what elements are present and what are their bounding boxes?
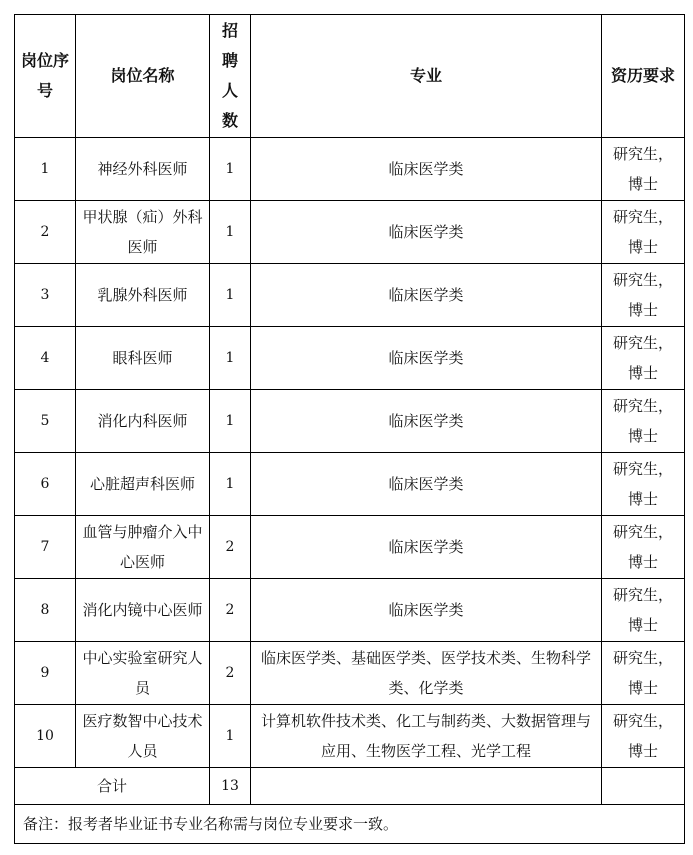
- header-count: [210, 15, 251, 138]
- cell-name: 中心实验室研究人员: [76, 642, 210, 705]
- table-row: [15, 516, 685, 579]
- header-count-char: 聘: [221, 51, 238, 70]
- cell-seq: 2: [15, 201, 76, 264]
- cell-count: 2: [210, 516, 251, 579]
- cell-major: 临床医学类、基础医学类、医学技术类、生物科学类、化学类: [251, 642, 602, 705]
- cell-seq: 10: [15, 705, 76, 768]
- cell-count: 1: [210, 705, 251, 768]
- cell-name: 消化内镜中心医师: [76, 579, 210, 642]
- cell-count: 1: [210, 453, 251, 516]
- cell-major: 临床医学类: [251, 201, 602, 264]
- table-row: [15, 327, 685, 390]
- header-name: 岗位名称: [76, 15, 210, 138]
- header-major: 专业: [251, 15, 602, 138]
- table-row: [15, 579, 685, 642]
- cell-name: 眼科医师: [76, 327, 210, 390]
- total-empty-major: [251, 768, 602, 805]
- cell-name: 神经外科医师: [76, 138, 210, 201]
- cell-count: 1: [210, 201, 251, 264]
- cell-name: 乳腺外科医师: [76, 264, 210, 327]
- cell-name: 医疗数智中心技术人员: [76, 705, 210, 768]
- cell-count: 1: [210, 390, 251, 453]
- cell-seq: 7: [15, 516, 76, 579]
- cell-seq: 8: [15, 579, 76, 642]
- cell-major: 临床医学类: [251, 390, 602, 453]
- cell-edu: 研究生，博士: [602, 516, 685, 579]
- table-row: [15, 453, 685, 516]
- table-row: [15, 390, 685, 453]
- total-row: [15, 768, 685, 805]
- cell-count: 2: [210, 579, 251, 642]
- cell-major: 计算机软件技术类、化工与制药类、大数据管理与应用、生物医学工程、光学工程: [251, 705, 602, 768]
- cell-name: 血管与肿瘤介入中心医师: [76, 516, 210, 579]
- cell-major: 临床医学类: [251, 516, 602, 579]
- cell-edu: 研究生，博士: [602, 390, 685, 453]
- cell-major: 临床医学类: [251, 579, 602, 642]
- total-empty-edu: [602, 768, 685, 805]
- header-count-char: 招: [221, 21, 238, 40]
- cell-seq: 5: [15, 390, 76, 453]
- cell-edu: 研究生，博士: [602, 327, 685, 390]
- cell-name: 消化内科医师: [76, 390, 210, 453]
- cell-name: 甲状腺（疝）外科医师: [76, 201, 210, 264]
- cell-name: 心脏超声科医师: [76, 453, 210, 516]
- cell-seq: 9: [15, 642, 76, 705]
- cell-edu: 研究生，博士: [602, 642, 685, 705]
- header-seq: 岗位序号: [15, 15, 76, 138]
- cell-seq: 4: [15, 327, 76, 390]
- note-text: 备注：报考者毕业证书专业名称需与岗位专业要求一致。: [15, 805, 685, 844]
- cell-major: 临床医学类: [251, 453, 602, 516]
- table-row: [15, 138, 685, 201]
- cell-edu: 研究生，博士: [602, 579, 685, 642]
- cell-edu: 研究生，博士: [602, 138, 685, 201]
- total-label: 合计: [15, 768, 210, 805]
- table-row: [15, 642, 685, 705]
- note-row: [15, 805, 685, 844]
- recruitment-table-wrapper: [14, 14, 685, 844]
- cell-count: 1: [210, 138, 251, 201]
- header-row: [15, 15, 685, 138]
- cell-major: 临床医学类: [251, 264, 602, 327]
- total-count: 13: [210, 768, 251, 805]
- header-count-char: 人: [221, 81, 238, 100]
- cell-count: 1: [210, 327, 251, 390]
- cell-major: 临床医学类: [251, 327, 602, 390]
- cell-seq: 6: [15, 453, 76, 516]
- cell-count: 2: [210, 642, 251, 705]
- table-row: [15, 201, 685, 264]
- header-count-char: 数: [221, 111, 238, 130]
- cell-edu: 研究生，博士: [602, 264, 685, 327]
- table-row: [15, 264, 685, 327]
- cell-major: 临床医学类: [251, 138, 602, 201]
- cell-edu: 研究生，博士: [602, 201, 685, 264]
- cell-edu: 研究生，博士: [602, 705, 685, 768]
- cell-seq: 3: [15, 264, 76, 327]
- cell-edu: 研究生，博士: [602, 453, 685, 516]
- cell-seq: 1: [15, 138, 76, 201]
- cell-count: 1: [210, 264, 251, 327]
- header-edu: 资历要求: [602, 15, 685, 138]
- recruitment-table: [14, 14, 685, 844]
- table-row: [15, 705, 685, 768]
